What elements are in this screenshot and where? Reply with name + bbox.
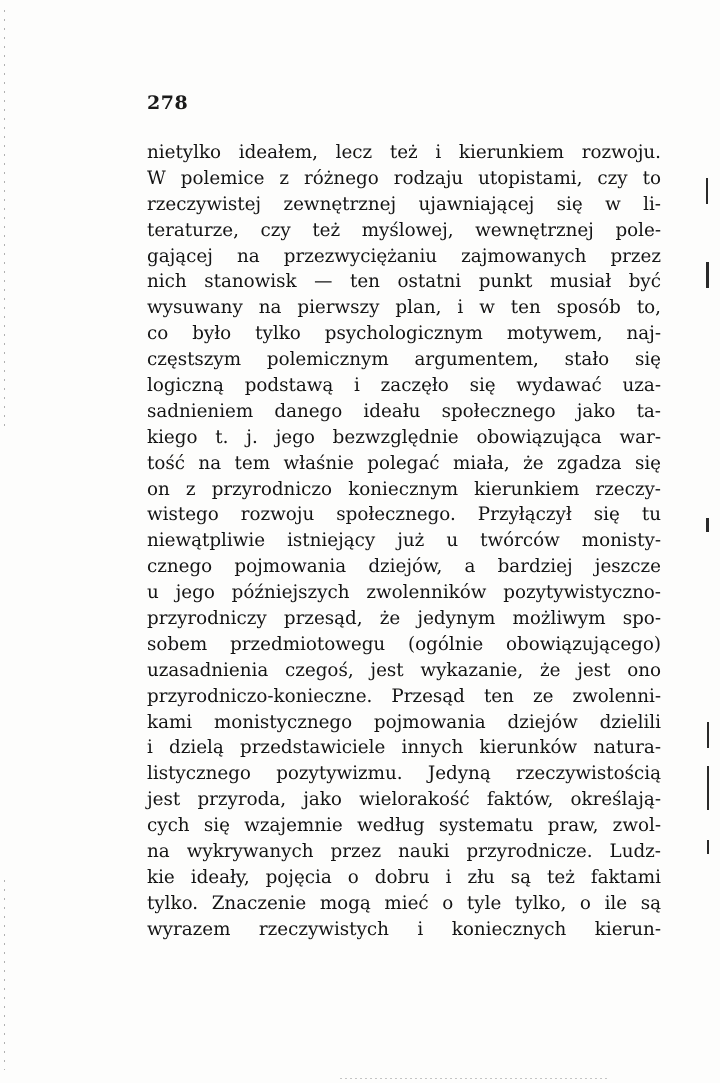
text-line: cznego pojmowania dziejów, a bardziej jeszcze <box>147 556 661 578</box>
text-line: wyrazem rzeczywistych i koniecznych kierun- <box>147 918 661 940</box>
text-line: kami monistycznego pojmowania dziejów dzielili <box>147 711 661 733</box>
scan-edge-mark <box>706 518 709 532</box>
scan-margin-artifact <box>340 1078 610 1079</box>
text-line: wysuwany na pierwszy plan, i w ten sposób to, <box>147 297 661 319</box>
body-text <box>147 140 661 943</box>
scan-edge-mark <box>706 262 709 288</box>
text-line: kie ideały, pojęcia o dobru i złu są też faktami <box>147 866 661 888</box>
scan-margin-artifact <box>4 880 5 1070</box>
text-line: przyrodniczy przesąd, że jedynym możliwym spo- <box>147 608 661 630</box>
scan-edge-mark <box>707 722 709 748</box>
text-line: tość na tem właśnie polegać miała, że zgadza się <box>147 452 661 474</box>
text-line: logiczną podstawą i zaczęło się wydawać uza- <box>147 375 661 397</box>
text-line: teraturze, czy też myślowej, wewnętrznej pole- <box>147 219 661 241</box>
text-line: nietylko ideałem, lecz też i kierunkiem rozwoju. <box>147 142 661 163</box>
text-line: kiego t. j. jego bezwzględnie obowiązująca war- <box>147 426 661 448</box>
text-line: co było tylko psychologicznym motywem, naj- <box>147 323 661 345</box>
text-line: na wykrywanych przez nauki przyrodnicze. Ludz- <box>147 841 661 863</box>
text-line: przyrodniczo-konieczne. Przesąd ten ze zwolenni- <box>147 685 661 707</box>
text-line: i dzielą przedstawiciele innych kierunków natura- <box>147 737 661 759</box>
text-line: u jego późniejszych zwolenników pozytywistyczno- <box>147 582 661 604</box>
scan-edge-mark <box>707 766 709 810</box>
text-line: on z przyrodniczo koniecznym kierunkiem rzeczy- <box>147 478 661 500</box>
text-line: sadnieniem danego ideału społecznego jako ta- <box>147 400 661 422</box>
text-line: tylko. Znaczenie mogą mieć o tyle tylko, o ile są <box>147 892 661 914</box>
text-line: sobem przedmiotowegu (ogólnie obowiązującego) <box>147 633 661 655</box>
text-line: W polemice z różnego rodzaju utopistami, czy to <box>147 167 661 189</box>
text-line: rzeczywistej zewnętrznej ujawniającej się w li- <box>147 193 661 215</box>
text-line: nich stanowisk — ten ostatni punkt musiał być <box>147 271 661 293</box>
text-line: jest przyroda, jako wielorakość faktów, określają- <box>147 789 661 811</box>
scan-edge-mark <box>707 840 709 854</box>
text-line: uzasadnienia czegoś, jest wykazanie, że jest ono <box>147 659 661 681</box>
text-line: gającej na przezwyciężaniu zajmowanych przez <box>147 245 661 267</box>
text-line: niewątpliwie istniejący już u twórców monisty- <box>147 530 661 552</box>
scan-margin-artifact <box>4 10 5 430</box>
text-line: cych się wzajemnie według systematu praw, zwol- <box>147 815 661 837</box>
text-line: częstszym polemicznym argumentem, stało się <box>147 349 661 371</box>
text-line: wistego rozwoju społecznego. Przyłączył się tu <box>147 504 661 526</box>
scan-edge-mark <box>706 178 708 204</box>
text-line: listycznego pozytywizmu. Jedyną rzeczywistością <box>147 763 661 785</box>
page-number: 278 <box>147 92 189 114</box>
